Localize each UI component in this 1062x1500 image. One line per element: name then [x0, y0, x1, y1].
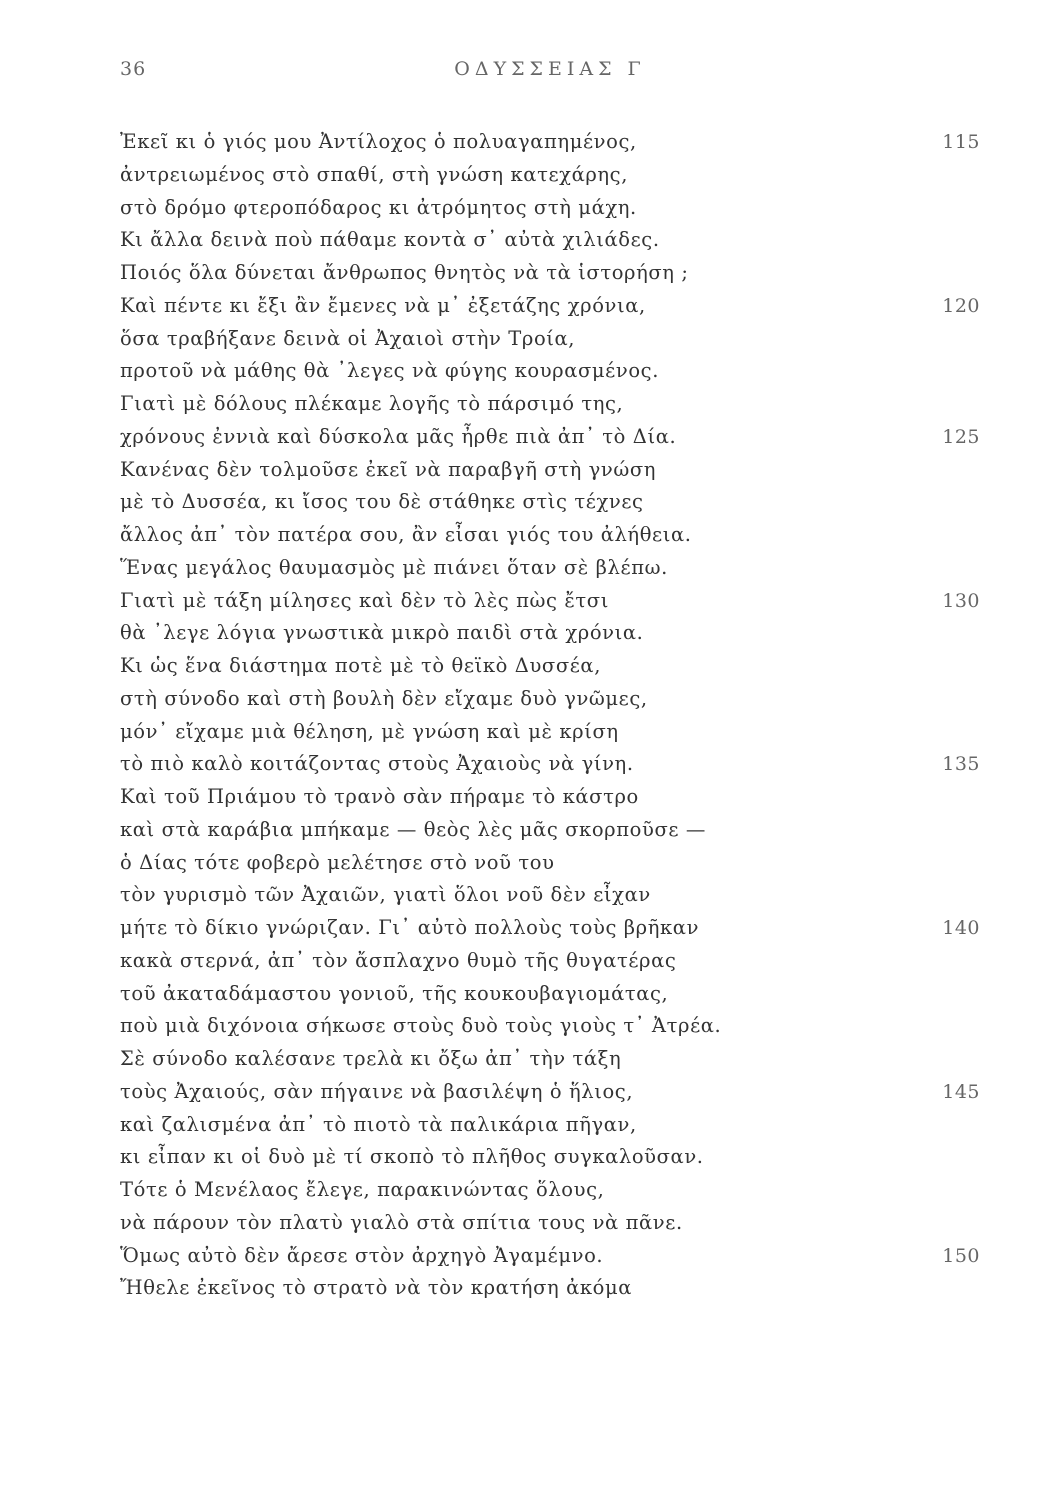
line-number: 125	[942, 425, 980, 448]
line-number: 145	[942, 1080, 980, 1103]
verse-line	[120, 257, 980, 290]
verse-text: στὸ δρόμο φτεροπόδαρος κι ἀτρόμητος στὴ μάχη.	[120, 195, 637, 219]
verse-line	[120, 1109, 980, 1142]
verse-line	[120, 879, 980, 912]
verse-text: νὰ πάρουν τὸν πλατὺ γιαλὸ στὰ σπίτια τους νὰ πᾶνε.	[120, 1210, 683, 1234]
verse-line	[120, 748, 980, 781]
verse-line	[120, 585, 980, 618]
verse-text: μήτε τὸ δίκιο γνώριζαν. Γι᾽ αὐτὸ πολλοὺς τοὺς βρῆκαν	[120, 916, 700, 939]
verse-line	[120, 1076, 980, 1109]
verse-text: καὶ ζαλισμένα ἀπ᾽ τὸ πιοτὸ τὰ παλικάρια πῆγαν,	[120, 1112, 637, 1136]
verse-text: μόν᾽ εἴχαμε μιὰ θέληση, μὲ γνώση καὶ μὲ κρίση	[120, 719, 619, 743]
verse-line	[120, 945, 980, 978]
verse-text: προτοῦ νὰ μάθης θὰ ᾽λεγες νὰ φύγης κουρασμένος.	[120, 359, 659, 383]
verse-line	[120, 421, 980, 454]
verse-text: Σὲ σύνοδο καλέσανε τρελὰ κι ὄξω ἀπ᾽ τὴν τάξη	[120, 1047, 622, 1070]
line-number: 140	[942, 917, 980, 939]
verse-text: ὅσα τραβήξανε δεινὰ οἱ Ἀχαιοὶ στὴν Τροία,	[120, 326, 576, 350]
verse-line	[120, 617, 980, 650]
verse-line	[120, 290, 980, 323]
verse-text: τὸ πιὸ καλὸ κοιτάζοντας στοὺς Ἀχαιοὺς νὰ γίνη.	[120, 752, 634, 776]
verse-text: Ἕνας μεγάλος θαυμασμὸς μὲ πιάνει ὅταν σὲ βλέπω.	[120, 555, 668, 579]
verse-line	[120, 519, 980, 552]
verse-line	[120, 1272, 980, 1305]
verse-text: κακὰ στερνά, ἀπ᾽ τὸν ἄσπλαχνο θυμὸ τῆς θυγατέρας	[120, 948, 677, 972]
verse-line	[120, 1043, 980, 1076]
verse-line	[120, 454, 980, 487]
verse-line	[120, 683, 980, 716]
verse-line	[120, 781, 980, 814]
verse-line	[120, 486, 980, 519]
line-number: 115	[942, 131, 980, 153]
running-title: ΟΔΥΣΣΕΙΑΣ Γ	[454, 58, 646, 80]
verse-line	[120, 978, 980, 1011]
verse-line	[120, 355, 980, 388]
verse-line	[120, 650, 980, 683]
verse-text: Τότε ὁ Μενέλαος ἔλεγε, παρακινώντας ὅλους,	[120, 1178, 605, 1201]
verse-text: Κανένας δὲν τολμοῦσε ἐκεῖ νὰ παραβγῆ στὴ γνώση	[120, 457, 657, 481]
verse-line	[120, 1141, 980, 1174]
verse-text: καὶ στὰ καράβια μπήκαμε — θεὸς λὲς μᾶς σκορποῦσε —	[120, 817, 706, 841]
page-header	[120, 58, 980, 88]
page-number: 36	[120, 58, 147, 80]
verse-text: Ποιός ὅλα δύνεται ἄνθρωπος θνητὸς νὰ τὰ ἱστορήση ;	[120, 261, 689, 284]
verse-text: Γιατὶ μὲ δόλους πλέκαμε λογῆς τὸ πάρσιμό της,	[120, 392, 624, 415]
verse-line	[120, 912, 980, 945]
verse-line	[120, 126, 980, 159]
verse-text: Ἤθελε ἐκεῖνος τὸ στρατὸ νὰ τὸν κρατήση ἀκόμα	[120, 1276, 633, 1300]
verse-text: χρόνους ἐννιὰ καὶ δύσκολα μᾶς ἦρθε πιὰ ἀπ᾽ τὸ Δία.	[120, 424, 677, 448]
verse-text: Κι ἄλλα δεινὰ ποὺ πάθαμε κοντὰ σ᾽ αὐτὰ χιλιάδες.	[120, 228, 660, 252]
verse-text: Κι ὡς ἕνα διάστημα ποτὲ μὲ τὸ θεϊκὸ Δυσσέα,	[120, 654, 602, 677]
line-number: 150	[942, 1244, 980, 1267]
verse-text: ὁ Δίας τότε φοβερὸ μελέτησε στὸ νοῦ του	[120, 850, 555, 874]
verse-line	[120, 388, 980, 421]
verse-line	[120, 192, 980, 225]
line-number: 120	[942, 294, 980, 317]
verse-text: θὰ ᾽λεγε λόγια γνωστικὰ μικρὸ παιδὶ στὰ χρόνια.	[120, 621, 644, 645]
verse-text: ἀντρειωμένος στὸ σπαθί, στὴ γνώση κατεχάρης,	[120, 162, 629, 186]
verse-text: τοῦ ἀκαταδάμαστου γονιοῦ, τῆς κουκουβαγιομάτας,	[120, 981, 669, 1005]
verse-text: Ὅμως αὐτὸ δὲν ἄρεσε στὸν ἀρχηγὸ Ἀγαμέμνο.	[120, 1243, 604, 1267]
verse-line	[120, 1240, 980, 1273]
verse-line	[120, 323, 980, 356]
verse-text: Καὶ πέντε κι ἔξι ἂν ἔμενες νὰ μ᾽ ἐξετάζης χρόνια,	[120, 293, 646, 317]
verse-text: τὸν γυρισμὸ τῶν Ἀχαιῶν, γιατὶ ὅλοι νοῦ δὲν εἶχαν	[120, 883, 651, 907]
verse-list	[120, 126, 980, 1305]
verse-text: Καὶ τοῦ Πριάμου τὸ τρανὸ σὰν πήραμε τὸ κάστρο	[120, 785, 639, 808]
verse-text: στὴ σύνοδο καὶ στὴ βουλὴ δὲν εἴχαμε δυὸ γνῶμες,	[120, 686, 648, 710]
verse-text: τοὺς Ἀχαιούς, σὰν πήγαινε νὰ βασιλέψη ὁ ἥλιος,	[120, 1079, 634, 1103]
verse-line	[120, 814, 980, 847]
line-number: 135	[942, 753, 980, 776]
verse-text: ἄλλος ἀπ᾽ τὸν πατέρα σου, ἂν εἶσαι γιός του ἀλήθεια.	[120, 523, 692, 546]
verse-line	[120, 1174, 980, 1207]
verse-line	[120, 159, 980, 192]
verse-text: Ἐκεῖ κι ὁ γιός μου Ἀντίλοχος ὁ πολυαγαπημένος,	[120, 130, 637, 153]
verse-line	[120, 1010, 980, 1043]
verse-line	[120, 716, 980, 749]
line-number: 130	[942, 589, 980, 612]
verse-text: μὲ τὸ Δυσσέα, κι ἴσος του δὲ στάθηκε στὶς τέχνες	[120, 490, 644, 514]
verse-line	[120, 847, 980, 880]
verse-line	[120, 552, 980, 585]
verse-line	[120, 1207, 980, 1240]
verse-text: Γιατὶ μὲ τάξη μίλησες καὶ δὲν τὸ λὲς πὼς ἔτσι	[120, 588, 609, 612]
verse-line	[120, 224, 980, 257]
verse-text: ποὺ μιὰ διχόνοια σήκωσε στοὺς δυὸ τοὺς γιοὺς τ᾽ Ἀτρέα.	[120, 1014, 722, 1038]
verse-text: κι εἶπαν κι οἱ δυὸ μὲ τί σκοπὸ τὸ πλῆθος συγκαλοῦσαν.	[120, 1145, 704, 1169]
